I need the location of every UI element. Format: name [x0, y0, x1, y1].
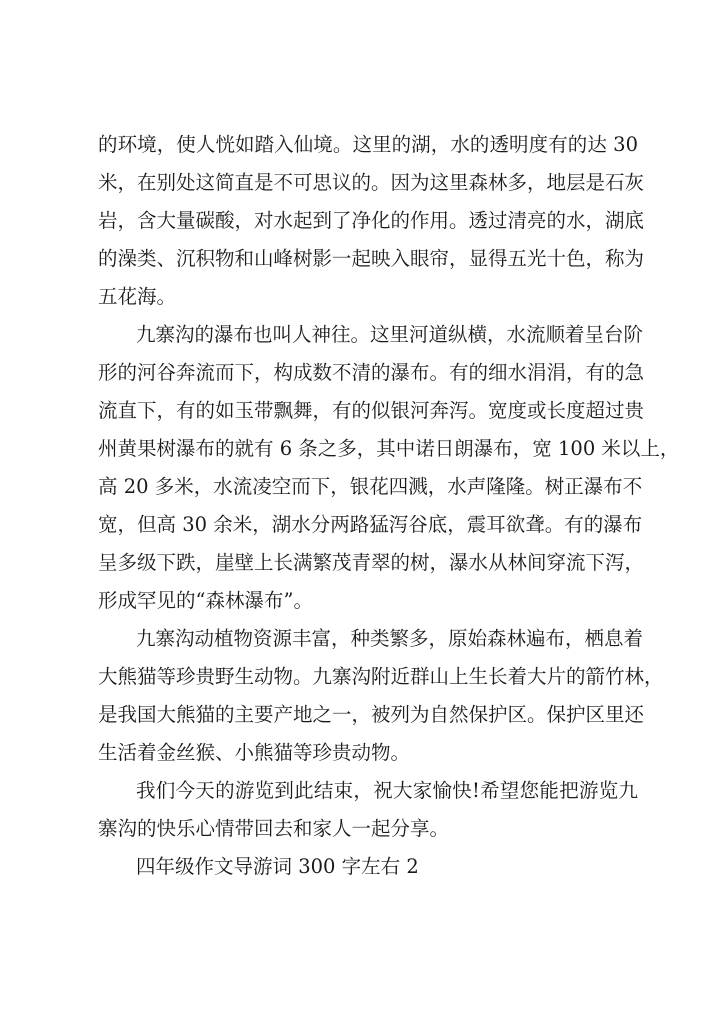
paragraph-line: 高 20 多米，水流凌空而下，银花四溅，水声隆隆。树正瀑布不	[98, 475, 643, 498]
paragraph-line: 寨沟的快乐心情带回去和家人一起分享。	[98, 817, 450, 840]
paragraph-line: 流直下，有的如玉带飘舞，有的似银河奔泻。宽度或长度超过贵	[98, 399, 645, 422]
paragraph-line: 呈多级下跌，崖壁上长满繁茂青翠的树，瀑水从林间穿流下泻，	[98, 551, 645, 574]
paragraph-line: 的环境，使人恍如踏入仙境。这里的湖，水的透明度有的达 30	[98, 133, 638, 156]
paragraph-first-line: 九寨沟动植物资源丰富，种类繁多，原始森林遍布，栖息着	[136, 627, 644, 650]
paragraph-first-line: 我们今天的游览到此结束，祝大家愉快!希望您能把游览九	[136, 779, 638, 802]
paragraph-line: 米，在别处这简直是不可思议的。因为这里森林多，地层是石灰	[98, 171, 645, 194]
paragraph-line: 州黄果树瀑布的就有 6 条之多，其中诺日朗瀑布，宽 100 米以上，	[98, 437, 680, 460]
paragraph-line: 生活着金丝猴、小熊猫等珍贵动物。	[98, 741, 411, 764]
paragraph-line: 的澡类、沉积物和山峰树影一起映入眼帘，显得五光十色，称为	[98, 247, 645, 270]
paragraph-line: 形成罕见的“森林瀑布”。	[98, 589, 313, 612]
paragraph-line: 岩，含大量碳酸，对水起到了净化的作用。透过清亮的水，湖底	[98, 209, 645, 232]
section-heading: 四年级作文导游词 300 字左右 2	[136, 855, 419, 878]
paragraph-line: 大熊猫等珍贵野生动物。九寨沟附近群山上生长着大片的箭竹林，	[98, 665, 664, 688]
paragraph-line: 形的河谷奔流而下，构成数不清的瀑布。有的细水涓涓，有的急	[98, 361, 645, 384]
paragraph-first-line: 九寨沟的瀑布也叫人神往。这里河道纵横，水流顺着呈台阶	[136, 323, 644, 346]
paragraph-line: 是我国大熊猫的主要产地之一，被列为自然保护区。保护区里还	[98, 703, 645, 726]
paragraph-line: 五花海。	[98, 285, 177, 308]
paragraph-line: 宽，但高 30 余米，湖水分两路猛泻谷底，震耳欲聋。有的瀑布	[98, 513, 643, 536]
